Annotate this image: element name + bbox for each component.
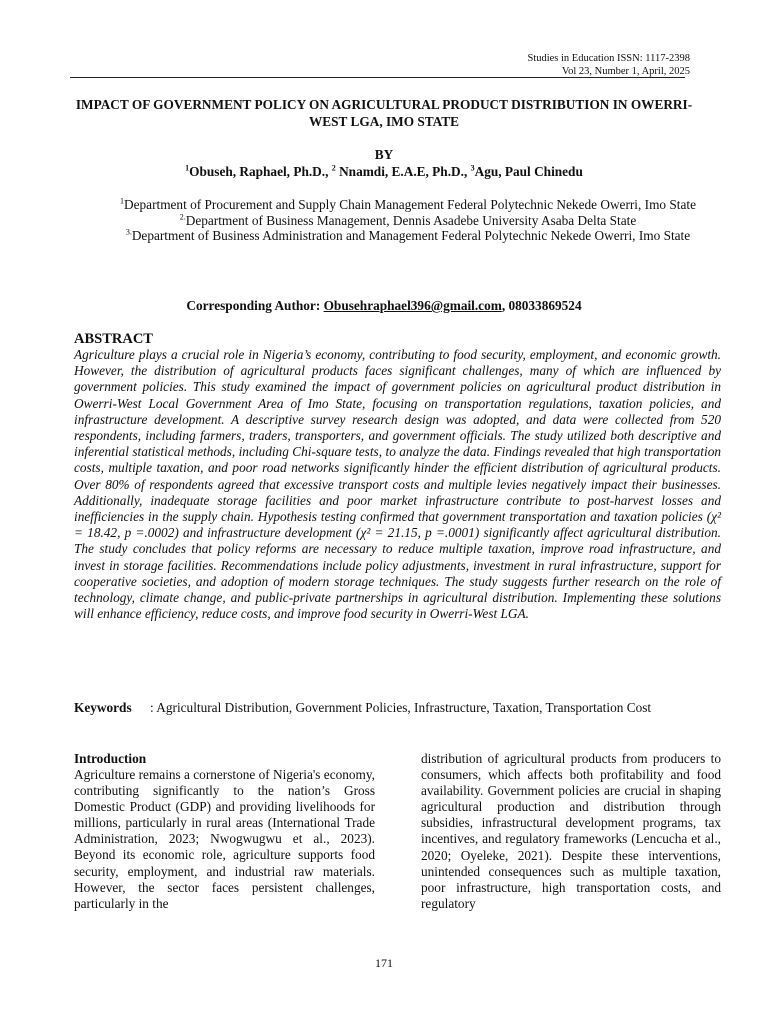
author-1-name: Obuseh, Raphael, Ph.D.,: [189, 164, 332, 179]
affiliation-3: [92, 228, 724, 244]
affiliation-3-marker: 3.: [125, 227, 132, 237]
abstract-body: Agriculture plays a crucial role in Nigeria’s economy, contributing to food security, employment, and economic growth. However, the distribution of agricultural products faces significant challenges, many of which are influenced by government policies. This study examined the impact of government policies on agricultural product distribution in Owerri-West Local Government Area of Imo State, focusing on transportation regulations, taxation policies, and infrastructure development. A descriptive survey research design was adopted, and data were collected from 520 respondents, including farmers, traders, transporters, and government officials. The study utilized both descriptive and inferential statistical methods, including Chi-square tests, to analyze the data. Findings revealed that high transportation costs, multiple taxation, and poor road networks significantly hinder the efficient distribution of agricultural products. Over 80% of respondents agreed that excessive transport costs and multiple levies negatively impact their businesses. Additionally, inadequate storage facilities and poor market infrastructure contribute to post-harvest losses and inefficiencies in the supply chain. Hypothesis testing confirmed that government transportation and taxation policies (χ² = 18.42, p =.0002) and infrastructure development (χ² = 21.15, p =.0001) significantly affect agricultural distribution. The study concludes that policy reforms are necessary to reduce multiple taxation, improve road infrastructure, and invest in storage facilities. Recommendations include policy adjustments, investment in rural infrastructure, support for cooperative societies, and adoption of modern storage techniques. The study suggests further research on the role of technology, climate change, and public-private partnerships in agricultural distribution. Implementing these solutions will enhance efficiency, reduce costs, and improve food security in Owerri-West LGA.: [74, 347, 721, 622]
introduction-left-column: Agriculture remains a cornerstone of Nigeria's economy, contributing significantly to the nation’s Gross Domestic Product (GDP) and providing livelihoods for millions, particularly in rural areas (International Trade Administration, 2023; Nwogwugwu et al., 2023). Beyond its economic role, agriculture supports food security, employment, and industrial raw materials. However, the sector faces persistent challenges, particularly in the: [74, 767, 375, 911]
affiliation-1-text: Department of Procurement and Supply Chain Management Federal Polytechnic Nekede Owerri, Imo State: [124, 197, 696, 212]
author-2-marker: 2: [331, 163, 336, 173]
by-line: BY: [374, 147, 394, 162]
keywords: [74, 700, 721, 716]
abstract-heading: ABSTRACT: [74, 331, 153, 347]
keywords-label: Keywords: [74, 700, 132, 715]
page-number: 171: [375, 956, 393, 970]
journal-issn-line: Studies in Education ISSN: 1117-2398: [527, 53, 690, 64]
affiliation-3-text: Department of Business Administration and Management Federal Polytechnic Nekede Owerri, Imo State: [131, 228, 691, 244]
journal-volume-line: Vol 23, Number 1, April, 2025: [561, 66, 690, 77]
affiliation-2: [92, 213, 724, 229]
affiliation-2-text: Department of Business Management, Dennis Asadebe University Asaba Delta State: [185, 212, 637, 228]
affiliation-2-marker: 2.: [179, 212, 186, 222]
introduction-heading: Introduction: [74, 751, 147, 766]
author-list: [60, 163, 708, 180]
header-divider: [70, 77, 685, 78]
corresponding-phone: , 08033869524: [501, 298, 582, 313]
affiliation-1: [92, 197, 724, 213]
keywords-text: : Agricultural Distribution, Government Policies, Infrastructure, Taxation, Transportation Cost: [150, 700, 652, 715]
running-header: [527, 52, 690, 78]
corresponding-label: Corresponding Author:: [186, 298, 324, 313]
author-1-marker: 1: [185, 163, 190, 173]
affiliation-1-marker: 1: [120, 196, 125, 206]
author-3-name: Agu, Paul Chinedu: [474, 164, 583, 179]
introduction-right-column: distribution of agricultural products from producers to consumers, which affects both profitability and food availability. Government policies are crucial in shaping agricultural production and distribution through subsidies, infrastructural development programs, tax incentives, and regulatory frameworks (Lencucha et al., 2020; Oyeleke, 2021). Despite these interventions, unintended consequences such as multiple taxation, poor infrastructure, high transportation costs, and regulatory: [421, 751, 721, 911]
author-2-name: Nnamdi, E.A.E, Ph.D.,: [335, 164, 471, 179]
corresponding-email-link[interactable]: Obusehraphael396@gmail.com: [323, 298, 502, 313]
author-3-marker: 3: [470, 163, 475, 173]
corresponding-author: [60, 297, 708, 314]
affiliations: [92, 197, 724, 244]
paper-title: IMPACT OF GOVERNMENT POLICY ON AGRICULTURAL PRODUCT DISTRIBUTION IN OWERRI-WEST LGA, IMO STATE: [75, 97, 693, 129]
